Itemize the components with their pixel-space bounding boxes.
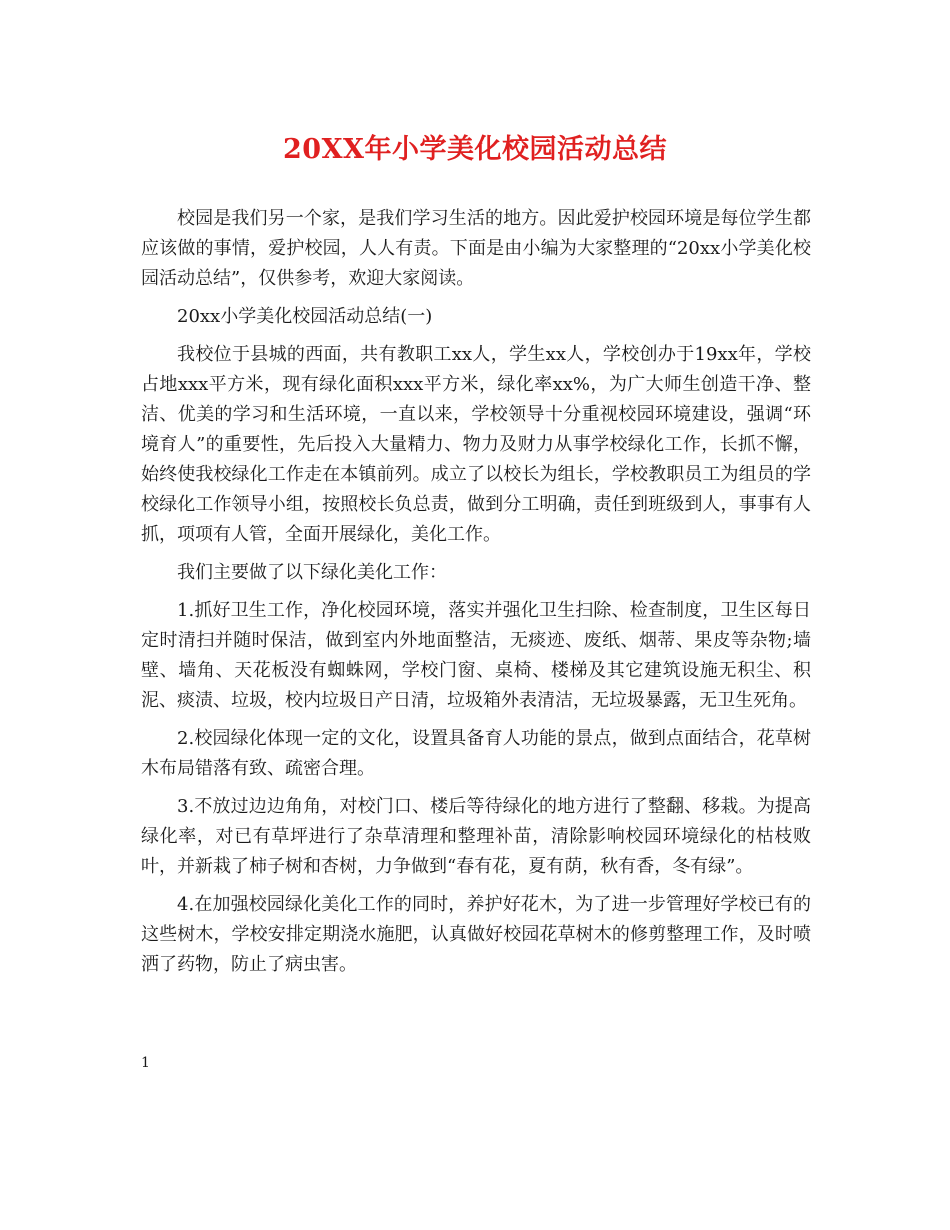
paragraph-item-3: 3.不放过边边角角，对校门口、楼后等待绿化的地方进行了整翻、移栽。为提高绿化率，对已有草坪进行了杂草清理和整理补苗，清除影响校园环境绿化的枯枝败叶，并新栽了柿子树和杏树，力争做到“春有花，夏有荫，秋有香，冬有绿”。	[141, 796, 811, 877]
paragraph-work-intro: 我们主要做了以下绿化美化工作：	[177, 562, 447, 583]
paragraph-item-4: 4.在加强校园绿化美化工作的同时，养护好花木，为了进一步管理好学校已有的这些树木，学校安排定期浇水施肥，认真做好校园花草树木的修剪整理工作，及时喷洒了药物，防止了病虫害。	[141, 894, 811, 975]
section-heading: 20xx小学美化校园活动总结(一)	[177, 306, 433, 327]
paragraph-item-2: 2.校园绿化体现一定的文化，设置具备育人功能的景点，做到点面结合，花草树木布局错落有致、疏密合理。	[141, 728, 811, 779]
paragraph-item-1: 1.抓好卫生工作，净化校园环境，落实并强化卫生扫除、检查制度，卫生区每日定时清扫并随时保洁，做到室内外地面整洁，无痰迹、废纸、烟蒂、果皮等杂物;墙壁、墙角、天花板没有蜘蛛网，学校门窗、桌椅、楼梯及其它建筑设施无积尘、积泥、痰渍、垃圾，校内垃圾日产日清，垃圾箱外表清洁，无垃圾暴露，无卫生死角。	[141, 600, 811, 711]
document-title: 20XX年小学美化校园活动总结	[283, 134, 667, 165]
paragraph-intro: 校园是我们另一个家，是我们学习生活的地方。因此爱护校园环境是每位学生都应该做的事情，爱护校园，人人有责。下面是由小编为大家整理的“20xx小学美化校园活动总结”，仅供参考，欢迎大家阅读。	[141, 208, 811, 289]
page-number: 1	[141, 1055, 150, 1071]
paragraph-school-overview: 我校位于县城的西面，共有教职工xx人，学生xx人，学校创办于19xx年，学校占地xxx平方米，现有绿化面积xxx平方米，绿化率xx%，为广大师生创造干净、整洁、优美的学习和生活环境，一直以来，学校领导十分重视校园环境建设，强调“环境育人”的重要性，先后投入大量精力、物力及财力从事学校绿化工作，长抓不懈，始终使我校绿化工作走在本镇前列。成立了以校长为组长，学校教职员工为组员的学校绿化工作领导小组，按照校长负总责，做到分工明确，责任到班级到人，事事有人抓，项项有人管，全面开展绿化，美化工作。	[141, 344, 811, 545]
document-body	[141, 204, 811, 988]
